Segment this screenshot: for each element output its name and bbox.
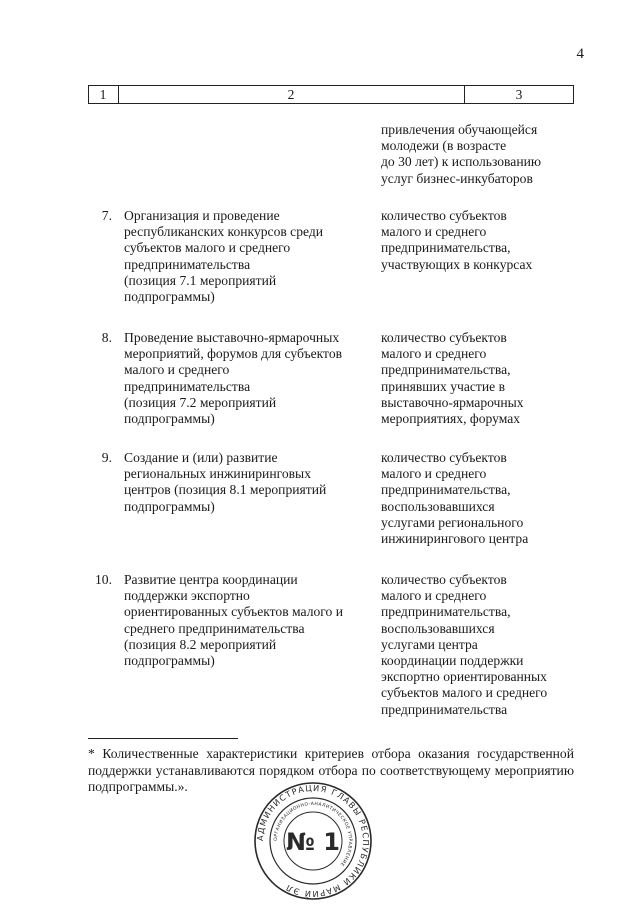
header-col-1: 1 — [99, 87, 107, 102]
row-indicator: количество субъектов малого и среднего предпринимательства, принявших участие в выставочно-ярмарочных мероприятиях, форумах — [381, 330, 524, 427]
seal-inner-textpath: ОРГАНИЗАЦИОННО-АНАЛИТИЧЕСКОЕ УПРАВЛЕНИЕ — [273, 801, 353, 867]
row-number: 8. — [101, 330, 112, 345]
header-border-right — [573, 86, 574, 103]
row-indicator: количество субъектов малого и среднего предпринимательства, воспользовавшихся услугами регионального инжинирингового центра — [381, 450, 529, 547]
header-col-2: 2 — [287, 87, 295, 102]
row-number: 9. — [101, 450, 112, 465]
footnote-text: * Количественные характеристики критериев отбора оказания государственной поддержки устанавливаются порядком отбора по соответствующему мероприятию подпрограммы.». — [88, 746, 574, 794]
row-event-name: Развитие центра координации поддержки экспортно ориентированных субъектов малого и среднего предпринимательства (позиция 8.2 мероприятий подпрограммы) — [124, 572, 343, 669]
row-event-name: Проведение выставочно-ярмарочных мероприятий, форумов для субъектов малого и среднего предпринимательства (позиция 7.2 мероприятий подпрограммы) — [124, 330, 343, 427]
row-event-name: Организация и проведение республиканских конкурсов среди субъектов малого и среднего предпринимательства (позиция 7.1 мероприятий подпрограммы) — [124, 208, 324, 305]
official-seal-stamp — [252, 780, 374, 902]
seal-graphic — [252, 780, 374, 902]
row-indicator: количество субъектов малого и среднего предпринимательства, участвующих в конкурсах — [381, 208, 533, 272]
continuation-indicator: привлечения обучающейся молодежи (в возрасте до 30 лет) к использованию услуг бизнес-инкубаторов — [381, 122, 542, 186]
column-header-row — [88, 85, 574, 104]
header-col-3: 3 — [515, 87, 523, 102]
row-number: 7. — [101, 208, 112, 223]
row-indicator: количество субъектов малого и среднего предпринимательства, воспользовавшихся услугами центра координации поддержки экспортно ориентированных субъектов малого и среднего предпринимательства — [381, 572, 548, 717]
seal-ring-textpath: АДМИНИСТРАЦИЯ ГЛАВЫ РЕСПУБЛИКИ МАРИЙ ЭЛ — [254, 782, 372, 900]
seal-number: № 1 — [286, 828, 340, 856]
row-event-name: Создание и (или) развитие региональных инжиниринговых центров (позиция 8.1 мероприятий подпрограммы) — [124, 450, 327, 514]
row-number: 10. — [95, 572, 112, 587]
footnote-separator — [88, 738, 238, 739]
page-number: 4 — [576, 46, 584, 62]
